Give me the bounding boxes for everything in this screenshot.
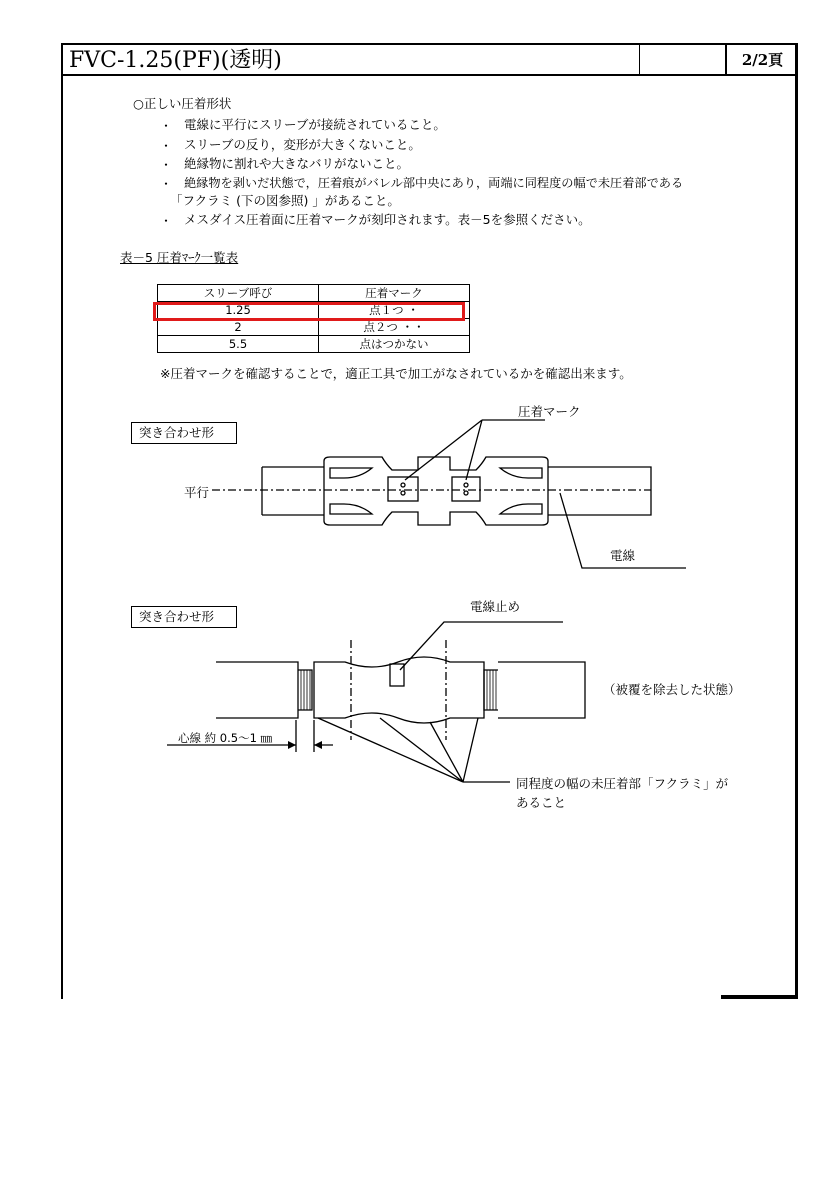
bullet-item: 絶縁物に割れや大きなバリがないこと。	[184, 156, 410, 171]
bullet-item: メスダイス圧着面に圧着マークが刻印されます。表－5を参照ください。	[184, 212, 591, 227]
stripped-state-label: （被覆を除去した状態）	[603, 682, 741, 697]
table-cell: 点はつかない	[319, 336, 470, 353]
bullet-item: スリーブの反り，変形が大きくないこと。	[184, 137, 421, 152]
bullet-mark: ・	[160, 158, 173, 172]
dimension-arrow-right	[314, 741, 322, 749]
wire-stopper-leader	[400, 622, 563, 670]
bullet-item: 絶縁物を剥いだ状態で，圧着痕がバレル部中央にあり，両端に同程度の幅で未圧着部である	[184, 176, 684, 190]
table-cell: 5.5	[158, 336, 319, 353]
bullet-mark: ・	[160, 139, 173, 153]
section-heading: ○正しい圧着形状	[133, 96, 232, 111]
bulge-note-continuation: あること	[516, 795, 567, 810]
wire-label: 電線	[610, 548, 636, 563]
bullet-mark: ・	[160, 119, 173, 133]
bullet-item-continuation: 「フクラミ (下の図参照) 」があること。	[170, 193, 400, 208]
document-title: FVC-1.25(PF)(透明)	[69, 48, 282, 73]
table-header-cell: スリーブ呼び	[158, 285, 319, 302]
bullet-mark: ・	[160, 177, 173, 191]
table-cell: 1.25	[158, 302, 319, 319]
table-note: ※圧着マークを確認することで，適正工具で加工がなされているかを確認出来ます。	[160, 366, 632, 381]
table-cell: 2	[158, 319, 319, 336]
table-title: 表－5 圧着ﾏｰｸ一覧表	[120, 250, 239, 265]
bullet-item: 電線に平行にスリーブが接続されていること。	[184, 117, 446, 132]
table-header-cell: 圧着マーク	[319, 285, 470, 302]
figure1-sleeve-drawing	[262, 457, 651, 525]
core-dimension-ticks	[296, 720, 314, 752]
wire-leader	[560, 493, 686, 568]
crimp-mark-callout: 圧着マーク	[518, 404, 581, 419]
figure1-label: 突き合わせ形	[131, 422, 237, 444]
page-number: 2/2頁	[725, 45, 798, 74]
core-length-label: 心線 約 0.5～1 ㎜	[178, 731, 273, 745]
crimp-mark-leader	[405, 420, 545, 480]
dimension-arrow-left	[288, 741, 296, 749]
parallel-label: 平行	[184, 485, 210, 500]
table-cell: 点２つ ・・	[319, 319, 470, 336]
bulge-leader	[318, 718, 510, 782]
table-cell: 点１つ ・	[319, 302, 470, 319]
figure2-label: 突き合わせ形	[131, 606, 237, 628]
figure2-sleeve-drawing	[216, 657, 585, 723]
bullet-mark: ・	[160, 214, 173, 228]
wire-stopper-callout: 電線止め	[470, 599, 521, 614]
bulge-note: 同程度の幅の未圧着部「フクラミ」が	[516, 776, 729, 791]
